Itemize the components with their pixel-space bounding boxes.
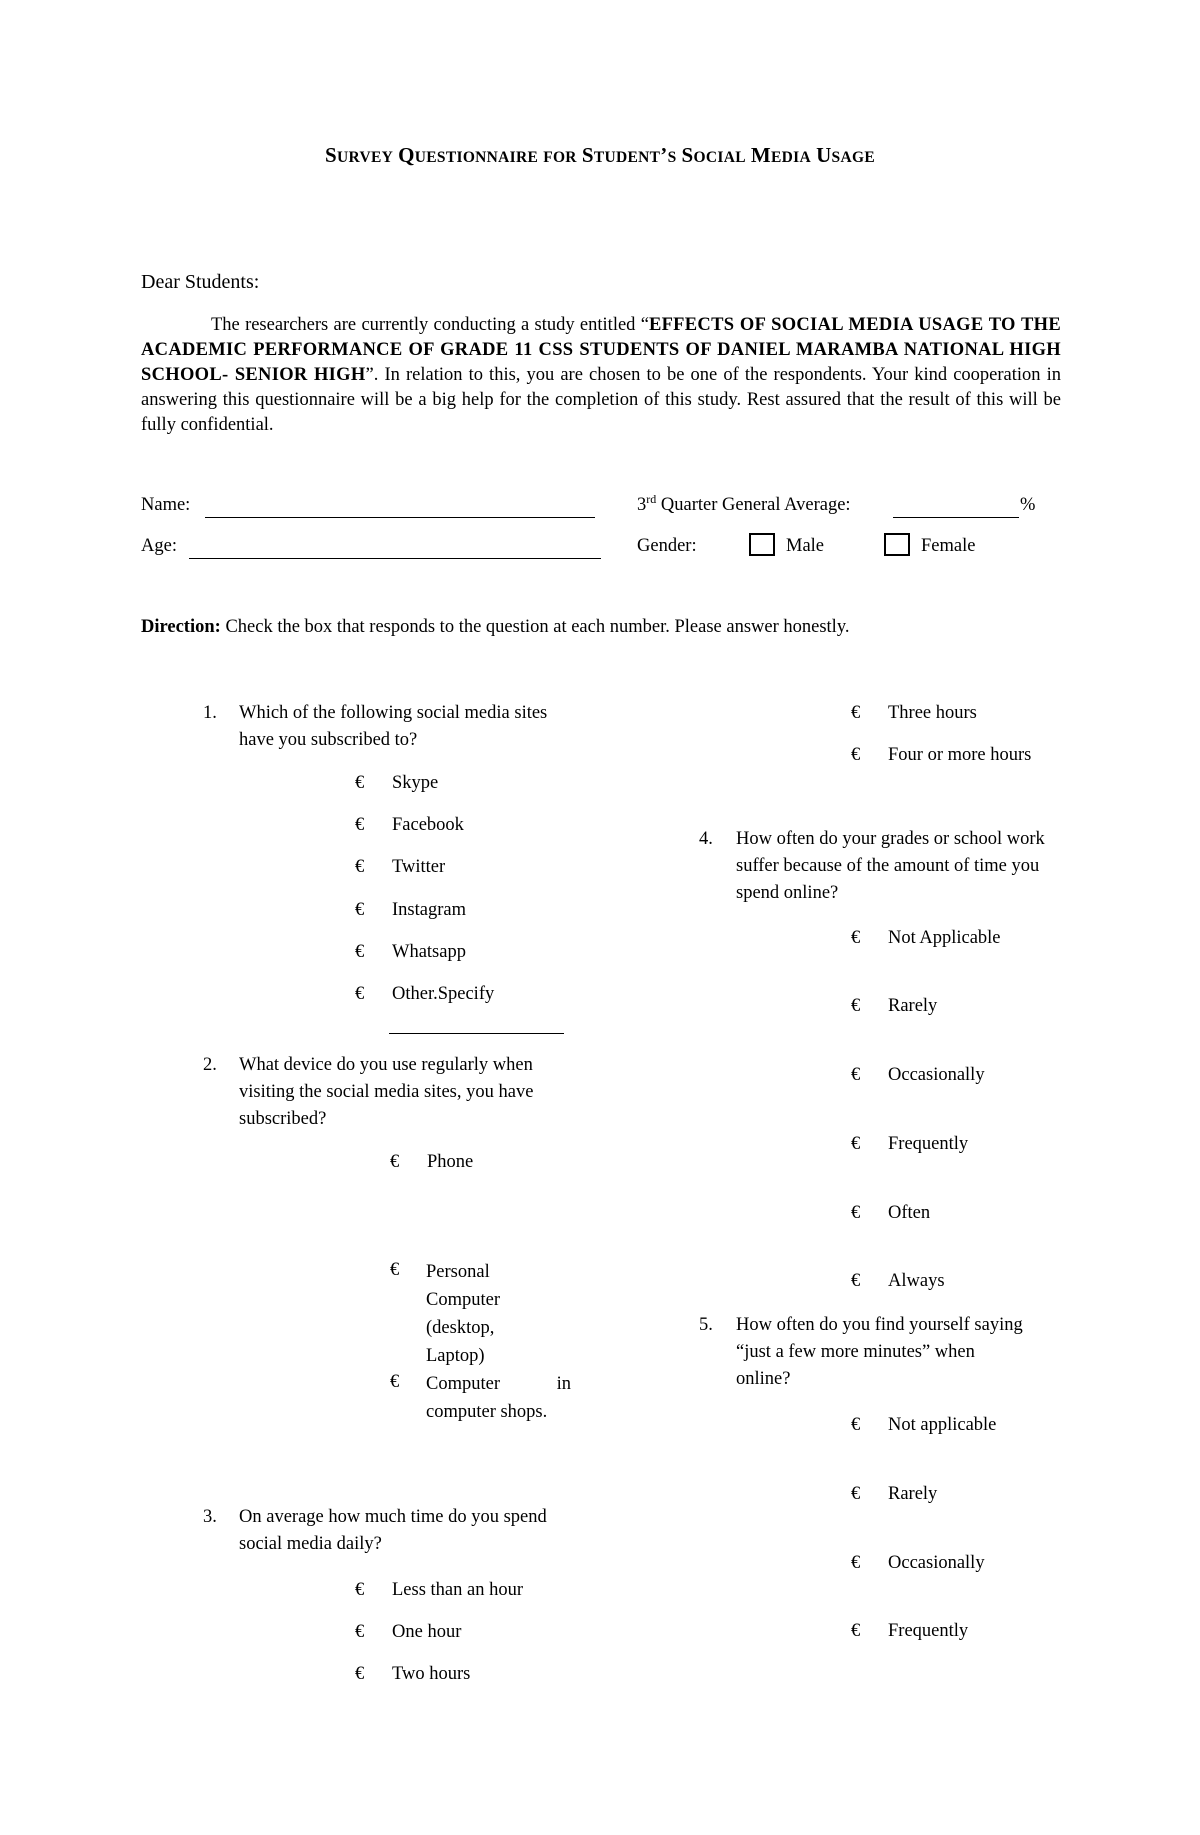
q1-option[interactable]	[355, 900, 466, 921]
q3-number: 3.	[203, 1507, 217, 1527]
title-letter: S	[325, 143, 338, 167]
option-label: Three hours	[888, 703, 977, 723]
title-word: SAGE	[831, 149, 875, 166]
option-label: Facebook	[392, 815, 464, 835]
q2-option[interactable]	[390, 1260, 427, 1281]
q4-option[interactable]	[851, 1203, 930, 1224]
q2-text: What device do you use regularly when visiting the social media sites, you have subscribed?	[239, 1055, 534, 1129]
page-title	[0, 143, 1200, 168]
title-word: EDIA	[771, 149, 812, 166]
q2-option[interactable]	[390, 1372, 427, 1393]
gender-label: Gender:	[637, 536, 697, 556]
direction	[141, 617, 850, 638]
q5-text: How often do you find yourself saying “just a few more minutes” when online?	[736, 1315, 1023, 1389]
option-label: Skype	[392, 773, 439, 793]
title-word: URVEY	[337, 149, 394, 166]
q1-specify-field[interactable]	[389, 1033, 564, 1034]
title-letter: S	[581, 143, 594, 167]
male-label: Male	[786, 536, 825, 556]
q4-option[interactable]	[851, 1271, 945, 1292]
checkbox-icon[interactable]: €	[355, 984, 365, 1004]
average-label-num: 3	[637, 495, 647, 515]
title-word: OCIAL	[693, 149, 746, 166]
q2-option[interactable]	[390, 1152, 473, 1173]
checkbox-icon[interactable]: €	[390, 1152, 400, 1172]
option-label: Occasionally	[888, 1553, 985, 1573]
intro-text: ”. In relation to this, you are chosen to be one of the respondents. Your kind cooperation in answering this questionnaire will be a big help for the completion of this study. Rest assured that the result of this will be fully confidential.	[141, 365, 1062, 435]
age-label: Age:	[141, 536, 177, 556]
option-label: Often	[888, 1203, 931, 1223]
checkbox-icon[interactable]: €	[851, 1065, 861, 1085]
option-label: Always	[888, 1271, 945, 1291]
option-label: Twitter	[392, 857, 446, 877]
average-label	[637, 491, 851, 516]
q4-option[interactable]	[851, 928, 1001, 949]
checkbox-icon[interactable]: €	[390, 1260, 400, 1280]
checkbox-icon[interactable]: €	[355, 900, 365, 920]
checkbox-icon[interactable]: €	[355, 857, 365, 877]
q1-option[interactable]	[355, 942, 466, 963]
intro-text: The researchers are currently conducting a study entitled “	[211, 315, 649, 335]
q1-number: 1.	[203, 703, 217, 723]
female-label: Female	[921, 536, 976, 556]
intro-paragraph	[141, 313, 1061, 438]
q3-option[interactable]	[355, 1622, 461, 1643]
q1-text: Which of the following social media sites have you subscribed to?	[239, 703, 548, 750]
q1-option[interactable]	[355, 857, 445, 878]
option-label: Rarely	[888, 1484, 938, 1504]
greeting: Dear Students:	[141, 271, 260, 293]
option-label: Frequently	[888, 1134, 969, 1154]
option-label: Two hours	[392, 1664, 471, 1684]
title-word: S	[667, 149, 677, 166]
option-label: Not Applicable	[888, 928, 1001, 948]
option-label: Other.Specify	[392, 984, 495, 1004]
q3-option[interactable]	[851, 703, 977, 724]
checkbox-icon[interactable]: €	[355, 1664, 365, 1684]
option-label: Frequently	[888, 1621, 969, 1641]
q5-option[interactable]	[851, 1484, 937, 1505]
q4-number: 4.	[699, 829, 713, 849]
average-label-sup: rd	[646, 491, 657, 506]
option-label: Phone	[427, 1152, 474, 1172]
title-word: FOR	[543, 149, 577, 166]
direction-label: Direction:	[141, 617, 221, 637]
checkbox-icon[interactable]: €	[851, 703, 861, 723]
option-label: Not applicable	[888, 1415, 997, 1435]
age-field[interactable]	[189, 558, 601, 559]
option-label: Whatsapp	[392, 942, 466, 962]
title-apostrophe: ’	[660, 143, 668, 167]
average-label-text: Quarter General Average:	[656, 495, 851, 515]
checkbox-icon[interactable]: €	[355, 1580, 365, 1600]
male-checkbox[interactable]	[749, 533, 775, 556]
q3-option[interactable]	[355, 1664, 470, 1685]
q3-text: On average how much time do you spend social media daily?	[239, 1507, 547, 1554]
q4-option[interactable]	[851, 996, 937, 1017]
q5-option[interactable]	[851, 1553, 985, 1574]
percent-sign: %	[1020, 495, 1036, 515]
name-field[interactable]	[205, 517, 595, 518]
title-letter: S	[681, 143, 694, 167]
checkbox-icon[interactable]: €	[851, 1271, 861, 1291]
option-label: Rarely	[888, 996, 938, 1016]
q2-number: 2.	[203, 1055, 217, 1075]
direction-text: Check the box that responds to the question at each number. Please answer honestly.	[220, 617, 850, 637]
checkbox-icon[interactable]: €	[851, 1415, 861, 1435]
option-label: Four or more hours	[888, 745, 1032, 765]
name-label: Name:	[141, 495, 191, 515]
option-label: Personal Computer (desktop, Laptop)	[426, 1262, 500, 1366]
female-checkbox[interactable]	[884, 533, 910, 556]
q1-option[interactable]	[355, 773, 438, 794]
study-title: EFFECTS OF SOCIAL MEDIA USAGE TO THE ACADEMIC PERFORMANCE OF GRADE 11 CSS STUDENTS OF DANIEL MARAMBA NATIONAL HIGH SCHOOL- SENIOR HIGH	[141, 315, 1061, 385]
checkbox-icon[interactable]: €	[851, 1484, 861, 1504]
option-label: One hour	[392, 1622, 462, 1642]
average-field[interactable]	[893, 517, 1019, 518]
checkbox-icon[interactable]: €	[355, 773, 365, 793]
title-letter: Q	[398, 143, 415, 167]
option-label: Occasionally	[888, 1065, 985, 1085]
q3-option[interactable]	[851, 745, 1031, 766]
q5-option[interactable]	[851, 1415, 996, 1436]
checkbox-icon[interactable]: €	[355, 1622, 365, 1642]
checkbox-icon[interactable]: €	[355, 815, 365, 835]
checkbox-icon[interactable]: €	[851, 928, 861, 948]
q5-option[interactable]	[851, 1621, 968, 1642]
checkbox-icon[interactable]: €	[851, 1621, 861, 1641]
q1-option[interactable]	[355, 984, 494, 1005]
q1-option[interactable]	[355, 815, 464, 836]
title-letter: U	[816, 143, 832, 167]
option-label: Less than an hour	[392, 1580, 524, 1600]
checkbox-icon[interactable]: €	[390, 1372, 400, 1392]
checkbox-icon[interactable]: €	[851, 1553, 861, 1573]
q4-option[interactable]	[851, 1134, 968, 1155]
q3-option[interactable]	[355, 1580, 523, 1601]
title-word: TUDENT	[593, 149, 661, 166]
title-word: UESTIONNAIRE	[414, 149, 539, 166]
q4-text: How often do your grades or school work suffer because of the amount of time you spend online?	[736, 829, 1045, 903]
checkbox-icon[interactable]: €	[851, 996, 861, 1016]
checkbox-icon[interactable]: €	[851, 745, 861, 765]
checkbox-icon[interactable]: €	[355, 942, 365, 962]
q4-option[interactable]	[851, 1065, 985, 1086]
q5-number: 5.	[699, 1315, 713, 1335]
option-label: Instagram	[392, 900, 466, 920]
checkbox-icon[interactable]: €	[851, 1134, 861, 1154]
checkbox-icon[interactable]: €	[851, 1203, 861, 1223]
title-letter: M	[750, 143, 772, 167]
option-label: Computer in computer shops.	[426, 1374, 571, 1422]
